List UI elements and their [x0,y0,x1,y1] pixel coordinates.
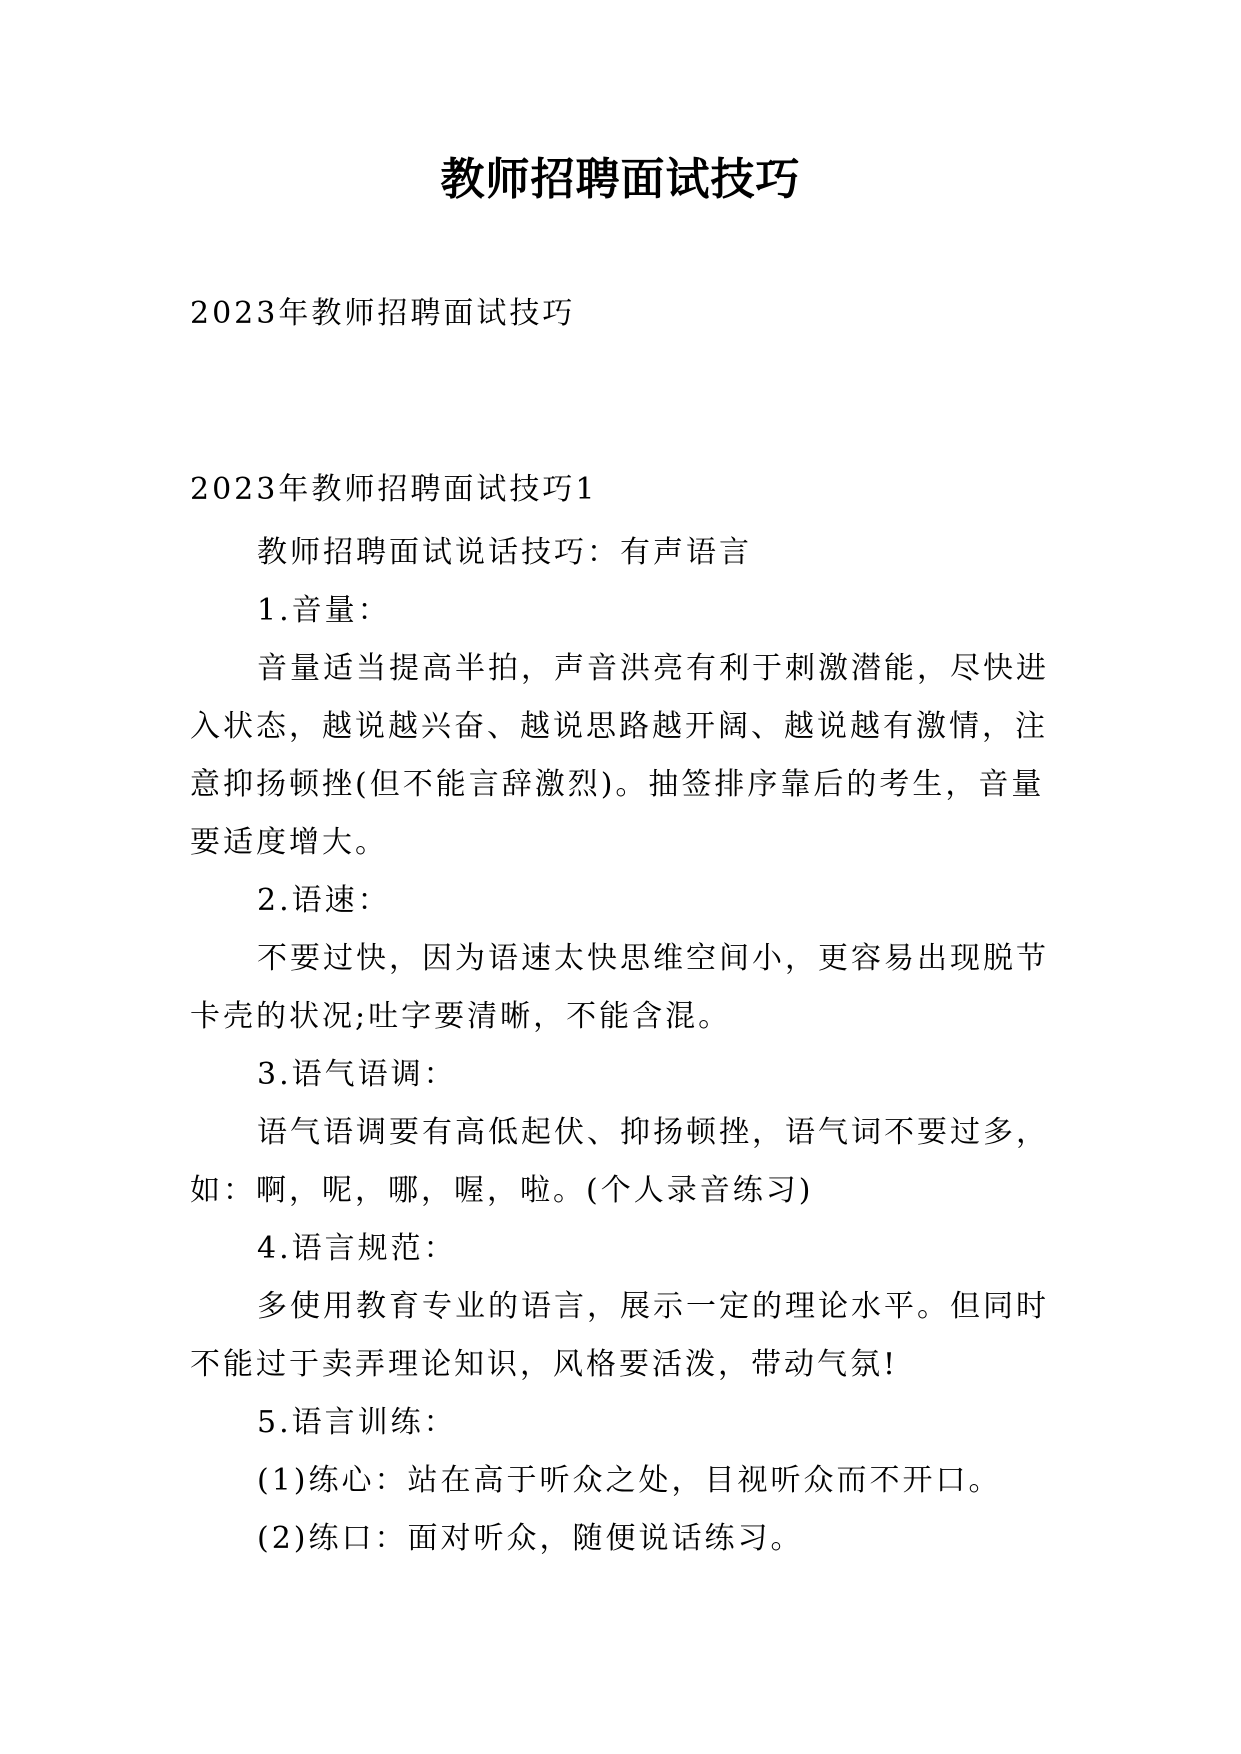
paragraph-line: 不能过于卖弄理论知识，风格要活泼，带动气氛! [190,1347,899,1382]
paragraph-line: 要适度增大。 [190,825,388,860]
item-heading-tone: 3.语气语调： [257,1057,457,1092]
section-heading: 2023年教师招聘面试技巧1 [190,472,598,507]
paragraph-line: 如：啊，呢，哪，喔，啦。(个人录音练习) [190,1173,814,1208]
item-heading-speed: 2.语速： [257,883,391,918]
item-heading-norms: 4.语言规范： [257,1231,457,1266]
item-heading-training: 5.语言训练： [257,1405,457,1440]
paragraph-line: 教师招聘面试说话技巧：有声语言 [257,535,752,570]
paragraph-line: 卡壳的状况;吐字要清晰，不能含混。 [190,999,732,1034]
document-title: 教师招聘面试技巧 [440,154,801,205]
paragraph-line: 意抑扬顿挫(但不能言辞激烈)。抽签排序靠后的考生，音量 [190,767,1045,802]
paragraph-line: 入状态，越说越兴奋、越说思路越开阔、越说越有激情，注 [190,709,1048,744]
paragraph-line: 语气语调要有高低起伏、抑扬顿挫，语气词不要过多， [257,1115,1049,1150]
item-heading-volume: 1.音量： [257,593,391,628]
list-item: (1)练心：站在高于听众之处，目视听众而不开口。 [257,1463,1002,1498]
paragraph-line: 多使用教育专业的语言，展示一定的理论水平。但同时 [257,1289,1049,1324]
list-item: (2)练口：面对听众，随便说话练习。 [257,1521,804,1556]
paragraph-line: 不要过快，因为语速太快思维空间小，更容易出现脱节 [257,941,1049,976]
document-subtitle: 2023年教师招聘面试技巧 [190,296,576,331]
paragraph-line: 音量适当提高半拍，声音洪亮有利于刺激潜能，尽快进 [257,651,1049,686]
